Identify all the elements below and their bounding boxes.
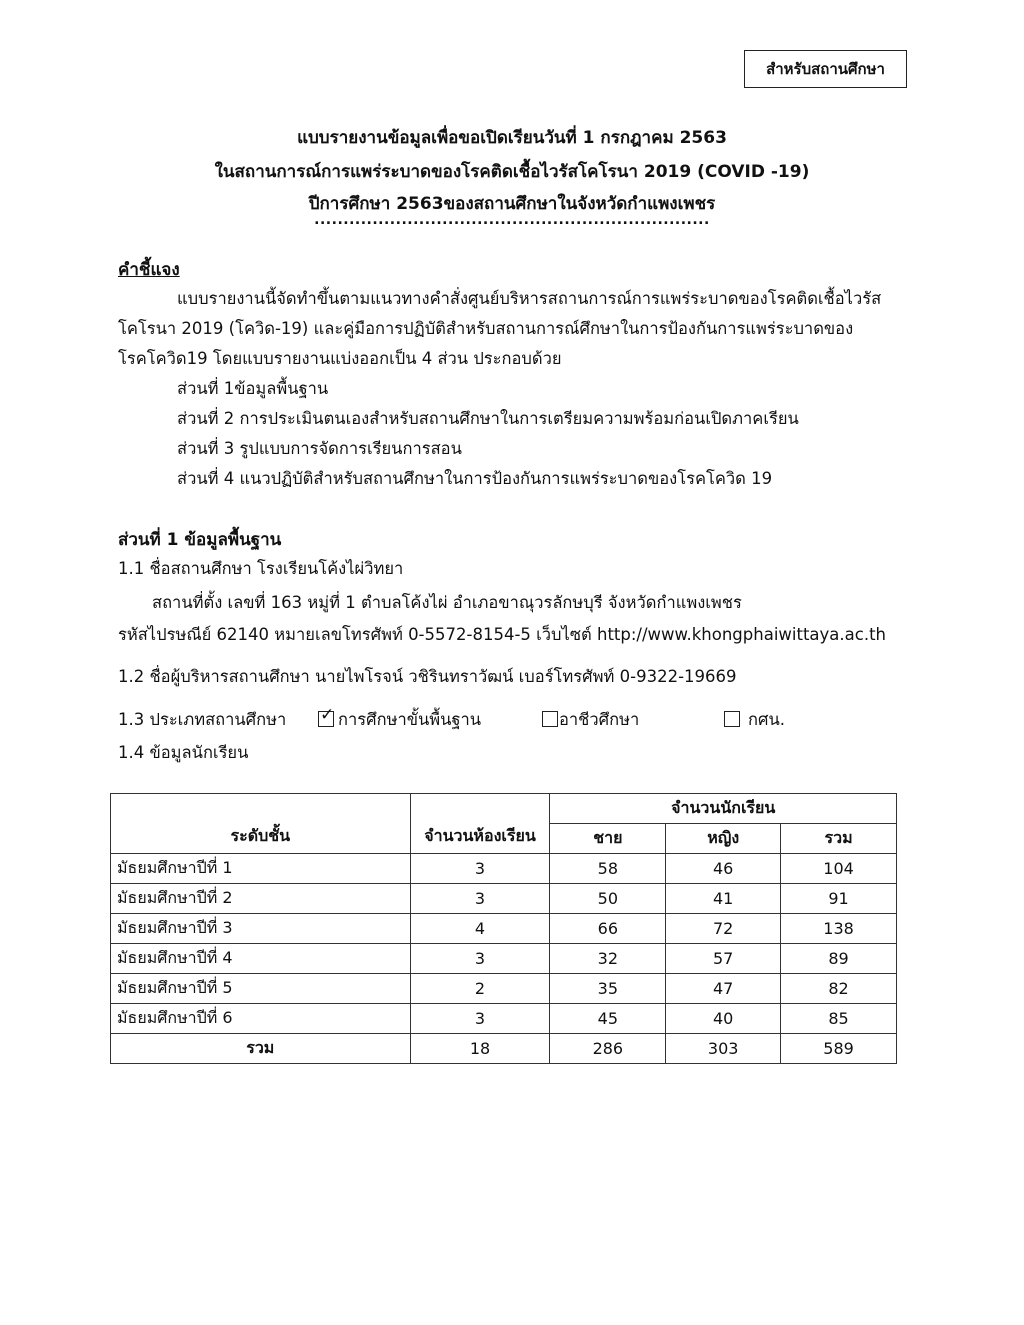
table-sum-row [111,1034,897,1064]
student-table [110,793,897,1064]
table-row [111,914,897,944]
cell-male: 66 [550,914,666,944]
section1-heading: ส่วนที่ 1 ข้อมูลพื้นฐาน [118,530,282,550]
header-female: หญิง [666,824,781,854]
explanation-para-line-2: โคโรนา 2019 (โควิด-19) และคู่มือการปฏิบัติสำหรับสถานการณ์ศึกษาในการป้องกันการแพร่ระบาดของ [118,319,854,338]
option-label: กศน. [748,710,785,729]
header-total: รวม [781,824,897,854]
cell-total: 138 [781,914,897,944]
cell-rooms: 2 [410,974,550,1004]
explanation-heading: คำชี้แจง [118,260,180,280]
header-male: ชาย [550,824,666,854]
cell-female: 72 [666,914,781,944]
cell-total: 82 [781,974,897,1004]
explanation-part-2: ส่วนที่ 2 การประเมินตนเองสำหรับสถานศึกษาในการเตรียมความพร้อมก่อนเปิดภาคเรียน [177,409,799,428]
director-line: 1.2 ชื่อผู้บริหารสถานศึกษา นายไพโรจน์ วชิรินทราวัฒน์ เบอร์โทรศัพท์ 0-9322-19669 [118,667,737,686]
cell-level: มัธยมศึกษาปีที่ 3 [111,914,411,944]
school-type-option-basic[interactable] [318,707,481,733]
students-label: 1.4 ข้อมูลนักเรียน [118,743,249,762]
header-students: จำนวนนักเรียน [550,794,897,824]
cell-level: มัธยมศึกษาปีที่ 6 [111,1004,411,1034]
cell-rooms: 4 [410,914,550,944]
option-label: อาชีวศึกษา [559,710,640,729]
sum-total: 589 [781,1034,897,1064]
checkbox-checked-icon[interactable] [318,705,335,727]
cell-male: 58 [550,854,666,884]
table-row [111,1004,897,1034]
school-contact-line: รหัสไปรษณีย์ 62140 หมายเลขโทรศัพท์ 0-5572-8154-5 เว็บไซต์ http://www.khongphaiwittaya.ac.th [118,625,887,644]
cell-rooms: 3 [410,1004,550,1034]
sum-label: รวม [111,1034,411,1064]
cell-level: มัธยมศึกษาปีที่ 5 [111,974,411,1004]
cell-total: 104 [781,854,897,884]
title-line-1: แบบรายงานข้อมูลเพื่อขอเปิดเรียนวันที่ 1 กรกฎาคม 2563 [297,128,727,148]
title-dotted-rule: .................................................................... [314,212,710,228]
header-rooms: จำนวนห้องเรียน [410,794,550,854]
cell-female: 46 [666,854,781,884]
school-use-tag: สำหรับสถานศึกษา [744,50,907,88]
explanation-para-line-3: โรคโควิด19 โดยแบบรายงานแบ่งออกเป็น 4 ส่วน ประกอบด้วย [118,349,562,368]
table-row [111,944,897,974]
explanation-para-line-1: แบบรายงานนี้จัดทำขึ้นตามแนวทางคำสั่งศูนย์บริหารสถานการณ์การแพร่ระบาดของโรคติดเชื้อไวรัส [177,289,882,308]
explanation-part-4: ส่วนที่ 4 แนวปฏิบัติสำหรับสถานศึกษาในการป้องกันการแพร่ระบาดของโรคโควิด 19 [177,469,773,488]
cell-rooms: 3 [410,884,550,914]
cell-level: มัธยมศึกษาปีที่ 1 [111,854,411,884]
cell-level: มัธยมศึกษาปีที่ 4 [111,944,411,974]
cell-female: 47 [666,974,781,1004]
option-label: การศึกษาขั้นพื้นฐาน [338,710,482,729]
school-type-option-nfe[interactable] [724,707,785,733]
cell-female: 57 [666,944,781,974]
sum-rooms: 18 [410,1034,550,1064]
cell-total: 91 [781,884,897,914]
table-row [111,854,897,884]
explanation-part-3: ส่วนที่ 3 รูปแบบการจัดการเรียนการสอน [177,439,462,458]
sum-female: 303 [666,1034,781,1064]
cell-female: 40 [666,1004,781,1034]
cell-male: 32 [550,944,666,974]
table-row [111,884,897,914]
header-level: ระดับชั้น [111,794,411,854]
school-type-label: 1.3 ประเภทสถานศึกษา [118,710,287,729]
school-name-line: 1.1 ชื่อสถานศึกษา โรงเรียนโค้งไผ่วิทยา [118,559,404,578]
cell-male: 45 [550,1004,666,1034]
cell-total: 85 [781,1004,897,1034]
cell-female: 41 [666,884,781,914]
cell-total: 89 [781,944,897,974]
checkbox-empty-icon[interactable] [542,711,558,727]
check-mark-icon: ✓ [320,705,335,725]
school-type-option-vocational[interactable] [542,707,639,733]
table-row [111,974,897,1004]
cell-male: 35 [550,974,666,1004]
school-address-line: สถานที่ตั้ง เลขที่ 163 หมู่ที่ 1 ตำบลโค้งไผ่ อำเภอขาณุวรลักษบุรี จังหวัดกำแพงเพชร [152,593,742,612]
cell-rooms: 3 [410,854,550,884]
explanation-part-1: ส่วนที่ 1ข้อมูลพื้นฐาน [177,379,329,398]
cell-rooms: 3 [410,944,550,974]
checkbox-empty-icon[interactable] [724,711,740,727]
cell-level: มัธยมศึกษาปีที่ 2 [111,884,411,914]
table-header-row [111,794,897,824]
cell-male: 50 [550,884,666,914]
sum-male: 286 [550,1034,666,1064]
title-line-3: ปีการศึกษา 2563ของสถานศึกษาในจังหวัดกำแพงเพชร [308,194,716,214]
title-line-2: ในสถานการณ์การแพร่ระบาดของโรคติดเชื้อไวรัสโคโรนา 2019 (COVID -19) [214,162,810,182]
